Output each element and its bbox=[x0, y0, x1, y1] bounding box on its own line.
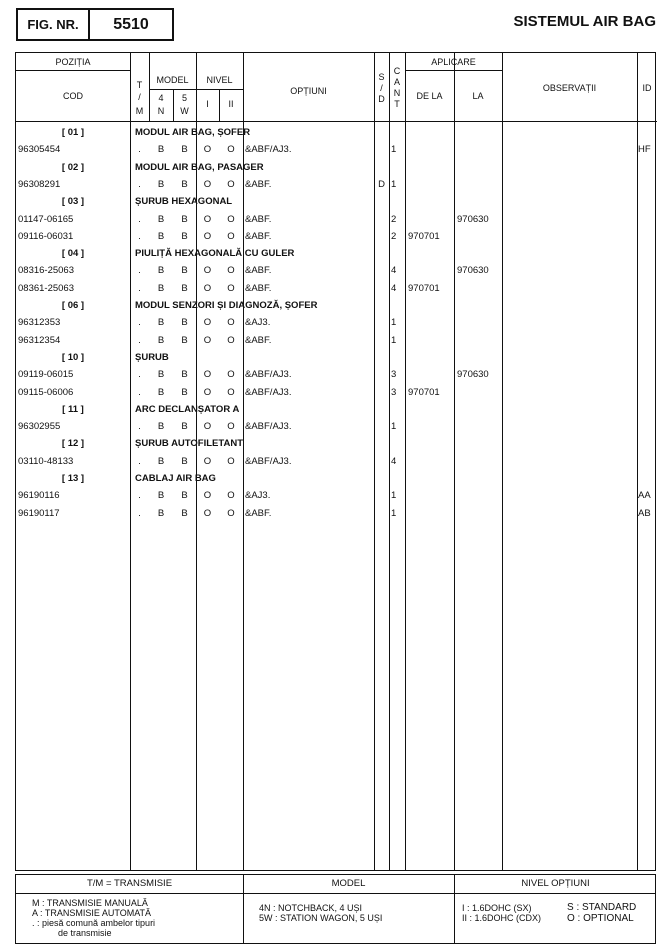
cell-cant: 1 bbox=[391, 421, 397, 433]
cell-n1: O bbox=[203, 230, 212, 242]
header-la: LA bbox=[472, 91, 484, 101]
part-code: 09119-06015 bbox=[18, 369, 74, 381]
part-code: 96190117 bbox=[18, 507, 60, 519]
header-nivel-ii: II bbox=[228, 99, 234, 109]
legend-nivel-line: I : 1.6DOHC (SX) bbox=[462, 903, 532, 913]
header-pozitia: POZIȚIA bbox=[55, 57, 91, 67]
cell-opt: &ABF. bbox=[245, 507, 272, 519]
header-dela: DE LA bbox=[416, 91, 443, 101]
header-cant-n: N bbox=[393, 88, 401, 98]
cell-n1: O bbox=[203, 386, 212, 398]
legend-tm-line: . : piesă comună ambelor tipuri bbox=[32, 918, 156, 928]
cell-n1: O bbox=[203, 144, 212, 156]
cell-n2: O bbox=[227, 282, 235, 294]
cell-id: AB bbox=[638, 507, 651, 519]
header-tm-m: M bbox=[135, 106, 144, 116]
cell-m5w: B bbox=[181, 178, 188, 190]
part-row bbox=[16, 505, 657, 522]
part-code: 09116-06031 bbox=[18, 230, 74, 242]
part-row bbox=[16, 228, 657, 245]
cell-n1: O bbox=[203, 282, 212, 294]
header-nivel-i: I bbox=[206, 99, 209, 109]
cell-opt: &ABF. bbox=[245, 213, 272, 225]
cell-m4n: B bbox=[157, 369, 165, 381]
legend-model-line: 4N : NOTCHBACK, 4 UȘI bbox=[259, 903, 363, 913]
cell-n2: O bbox=[227, 490, 235, 502]
cell-tm: . bbox=[138, 490, 141, 502]
cell-n1: O bbox=[203, 490, 212, 502]
cell-n1: O bbox=[203, 369, 212, 381]
part-row bbox=[16, 366, 657, 383]
cell-opt: &ABF. bbox=[245, 265, 272, 277]
part-code: 96305454 bbox=[18, 144, 61, 156]
legend-nivel-code: S : STANDARD bbox=[567, 902, 637, 913]
header-tm-slash: / bbox=[138, 92, 141, 102]
cell-id: AA bbox=[638, 490, 651, 502]
cell-m4n: B bbox=[157, 230, 165, 242]
header-id: ID bbox=[642, 83, 652, 93]
part-code: 96190116 bbox=[18, 490, 60, 502]
cell-sd: D bbox=[378, 178, 385, 190]
cell-tm: . bbox=[138, 386, 141, 398]
legend-nivel-title: NIVEL OPȚIUNI bbox=[521, 878, 590, 889]
part-code: 03110-48133 bbox=[18, 455, 74, 467]
group-position: [ 11 ] bbox=[62, 403, 84, 415]
cell-n2: O bbox=[227, 265, 235, 277]
group-name: ARC DECLANȘATOR A bbox=[135, 403, 240, 415]
legend-nivel-line: II : 1.6DOHC (CDX) bbox=[462, 913, 542, 923]
header-model-4: 4 bbox=[158, 93, 164, 103]
cell-m5w: B bbox=[181, 230, 188, 242]
header-cant-a: A bbox=[393, 77, 400, 87]
parts-table bbox=[15, 52, 656, 871]
header-cant-c: C bbox=[393, 66, 401, 76]
cell-dela: 970701 bbox=[408, 282, 440, 294]
group-name: ȘURUB bbox=[135, 351, 169, 363]
cell-n2: O bbox=[227, 317, 235, 329]
cell-m4n: B bbox=[157, 317, 165, 329]
header-model-5: 5 bbox=[181, 93, 187, 103]
group-position: [ 10 ] bbox=[61, 351, 85, 363]
cell-opt: &ABF. bbox=[245, 282, 272, 294]
group-row bbox=[16, 349, 657, 366]
cell-la: 970630 bbox=[457, 213, 489, 225]
cell-m4n: B bbox=[157, 265, 165, 277]
cell-m5w: B bbox=[181, 369, 188, 381]
cell-cant: 3 bbox=[391, 369, 397, 381]
part-code: 96312353 bbox=[18, 317, 61, 329]
cell-cant: 4 bbox=[391, 282, 397, 294]
part-row bbox=[16, 141, 657, 158]
header-model-w: W bbox=[180, 106, 189, 116]
cell-n1: O bbox=[203, 178, 212, 190]
header-observatii: OBSERVAȚII bbox=[542, 83, 597, 93]
group-row bbox=[16, 297, 657, 314]
cell-n1: O bbox=[203, 265, 212, 277]
part-row bbox=[16, 176, 657, 193]
cell-n1: O bbox=[203, 421, 212, 433]
cell-opt: &ABF/AJ3. bbox=[245, 386, 292, 398]
group-position: [ 04 ] bbox=[61, 248, 85, 260]
cell-m4n: B bbox=[157, 490, 165, 502]
cell-m5w: B bbox=[181, 213, 188, 225]
cell-tm: . bbox=[138, 144, 141, 156]
cell-opt: &ABF/AJ3. bbox=[245, 144, 292, 156]
legend-nivel-code: O : OPTIONAL bbox=[567, 913, 634, 924]
part-code: 09115-06006 bbox=[18, 386, 74, 398]
part-code: 08361-25063 bbox=[18, 282, 74, 294]
group-row bbox=[16, 435, 657, 452]
part-row bbox=[16, 384, 657, 401]
header-model: MODEL bbox=[156, 75, 189, 85]
cell-m5w: B bbox=[181, 334, 188, 346]
group-position: [ 03 ] bbox=[61, 196, 85, 208]
header-sd-slash: / bbox=[380, 83, 383, 93]
cell-dela: 970701 bbox=[408, 386, 440, 398]
cell-cant: 4 bbox=[391, 455, 397, 467]
cell-n1: O bbox=[203, 213, 212, 225]
cell-cant: 1 bbox=[391, 490, 397, 502]
cell-m5w: B bbox=[181, 265, 188, 277]
cell-tm: . bbox=[138, 213, 141, 225]
legend bbox=[15, 874, 656, 944]
cell-n2: O bbox=[227, 369, 235, 381]
cell-m4n: B bbox=[157, 507, 165, 519]
cell-cant: 3 bbox=[391, 386, 397, 398]
legend-tm-line: A : TRANSMISIE AUTOMATĂ bbox=[32, 908, 152, 918]
cell-m4n: B bbox=[157, 421, 165, 433]
cell-m4n: B bbox=[157, 213, 165, 225]
cell-opt: &ABF. bbox=[245, 334, 272, 346]
cell-id: HF bbox=[638, 144, 651, 156]
cell-tm: . bbox=[138, 178, 141, 190]
cell-tm: . bbox=[138, 282, 141, 294]
cell-tm: . bbox=[138, 507, 141, 519]
cell-n1: O bbox=[203, 507, 212, 519]
group-row bbox=[16, 193, 657, 210]
cell-cant: 2 bbox=[391, 230, 397, 242]
cell-m5w: B bbox=[181, 282, 188, 294]
cell-opt: &ABF. bbox=[245, 230, 272, 242]
cell-n2: O bbox=[227, 334, 235, 346]
group-row bbox=[16, 124, 657, 141]
part-row bbox=[16, 487, 657, 504]
legend-model-line: 5W : STATION WAGON, 5 UȘI bbox=[259, 913, 383, 923]
part-code: 96308291 bbox=[18, 178, 61, 190]
group-position: [ 12 ] bbox=[61, 438, 85, 450]
part-code: 96312354 bbox=[18, 334, 61, 346]
cell-m4n: B bbox=[157, 282, 165, 294]
header-cant-t: T bbox=[394, 99, 400, 109]
cell-cant: 1 bbox=[391, 317, 397, 329]
cell-n1: O bbox=[203, 317, 212, 329]
cell-cant: 1 bbox=[391, 334, 397, 346]
cell-n2: O bbox=[227, 507, 235, 519]
group-row bbox=[16, 159, 657, 176]
cell-n2: O bbox=[227, 213, 235, 225]
figure-label: FIG. NR. bbox=[18, 10, 90, 39]
figure-number-box bbox=[16, 8, 174, 41]
legend-tm-title: T/M = TRANSMISIE bbox=[86, 878, 173, 889]
group-name: PIULIȚĂ HEXAGONALĂ CU GULER bbox=[135, 248, 295, 260]
group-name: MODUL AIR BAG, PASAGER bbox=[135, 161, 264, 173]
group-position: [ 06 ] bbox=[61, 300, 85, 311]
cell-cant: 1 bbox=[391, 144, 397, 156]
cell-m5w: B bbox=[181, 144, 188, 156]
cell-m5w: B bbox=[181, 386, 188, 398]
cell-opt: &ABF/AJ3. bbox=[245, 455, 292, 467]
header-sd-d: D bbox=[378, 94, 385, 104]
group-name: ȘURUB HEXAGONAL bbox=[135, 196, 233, 208]
group-name: ȘURUB AUTOFILETANT bbox=[135, 438, 244, 450]
header-sd-s: S bbox=[378, 72, 385, 82]
group-position: [ 02 ] bbox=[61, 161, 85, 173]
group-row bbox=[16, 401, 657, 418]
cell-opt: &AJ3. bbox=[245, 317, 271, 329]
cell-n2: O bbox=[227, 230, 235, 242]
part-code: 96302955 bbox=[18, 421, 61, 433]
cell-m5w: B bbox=[181, 455, 188, 467]
group-name: MODUL SENZORI ȘI DIAGNOZĂ, ȘOFER bbox=[135, 300, 318, 311]
cell-m5w: B bbox=[181, 421, 188, 433]
part-row bbox=[16, 453, 657, 470]
group-position: [ 13 ] bbox=[61, 473, 85, 484]
cell-m4n: B bbox=[157, 455, 165, 467]
header-aplicare: APLICARE bbox=[431, 57, 476, 67]
part-row bbox=[16, 332, 657, 349]
cell-m4n: B bbox=[157, 178, 165, 190]
cell-tm: . bbox=[138, 230, 141, 242]
cell-n2: O bbox=[227, 386, 235, 398]
group-name: CABLAJ AIR BAG bbox=[135, 473, 216, 484]
group-row bbox=[16, 245, 657, 262]
cell-m5w: B bbox=[181, 507, 188, 519]
cell-opt: &AJ3. bbox=[245, 490, 271, 502]
cell-n1: O bbox=[203, 334, 212, 346]
cell-cant: 1 bbox=[391, 178, 397, 190]
cell-tm: . bbox=[138, 455, 141, 467]
cell-dela: 970701 bbox=[408, 230, 440, 242]
cell-m4n: B bbox=[157, 386, 165, 398]
cell-m5w: B bbox=[181, 317, 188, 329]
part-row bbox=[16, 262, 657, 279]
cell-cant: 2 bbox=[391, 213, 397, 225]
cell-tm: . bbox=[138, 317, 141, 329]
legend-tm-line: de transmisie bbox=[58, 928, 112, 938]
group-row bbox=[16, 470, 657, 487]
legend-model-title: MODEL bbox=[331, 878, 366, 889]
cell-la: 970630 bbox=[457, 265, 489, 277]
figure-number: 5510 bbox=[113, 15, 149, 33]
cell-m4n: B bbox=[157, 144, 165, 156]
header-tm-t: T bbox=[136, 80, 143, 90]
part-row bbox=[16, 280, 657, 297]
cell-cant: 4 bbox=[391, 265, 397, 277]
legend-tm-line: M : TRANSMISIE MANUALĂ bbox=[32, 898, 148, 908]
cell-n2: O bbox=[227, 455, 235, 467]
cell-tm: . bbox=[138, 334, 141, 346]
cell-m5w: B bbox=[181, 490, 188, 502]
cell-n2: O bbox=[227, 144, 235, 156]
cell-opt: &ABF/AJ3. bbox=[245, 369, 292, 381]
cell-opt: &ABF. bbox=[245, 178, 272, 190]
part-row bbox=[16, 211, 657, 228]
cell-tm: . bbox=[138, 421, 141, 433]
header-model-n: N bbox=[157, 106, 165, 116]
part-code: 01147-06165 bbox=[18, 213, 74, 225]
cell-tm: . bbox=[138, 265, 141, 277]
part-row bbox=[16, 418, 657, 435]
cell-opt: &ABF/AJ3. bbox=[245, 421, 292, 433]
cell-n1: O bbox=[203, 455, 212, 467]
header-cod: COD bbox=[63, 91, 83, 101]
cell-cant: 1 bbox=[391, 507, 397, 519]
part-row bbox=[16, 314, 657, 331]
cell-m4n: B bbox=[157, 334, 165, 346]
cell-n2: O bbox=[227, 178, 235, 190]
cell-tm: . bbox=[138, 369, 141, 381]
page-title: SISTEMUL AIR BAG bbox=[513, 13, 656, 30]
cell-n2: O bbox=[227, 421, 235, 433]
group-position: [ 01 ] bbox=[61, 127, 85, 138]
cell-la: 970630 bbox=[457, 369, 489, 381]
part-code: 08316-25063 bbox=[18, 265, 74, 277]
header-optiuni: OPȚIUNI bbox=[290, 86, 327, 96]
header-nivel: NIVEL bbox=[206, 75, 233, 85]
group-name: MODUL AIR BAG, ȘOFER bbox=[135, 127, 251, 138]
